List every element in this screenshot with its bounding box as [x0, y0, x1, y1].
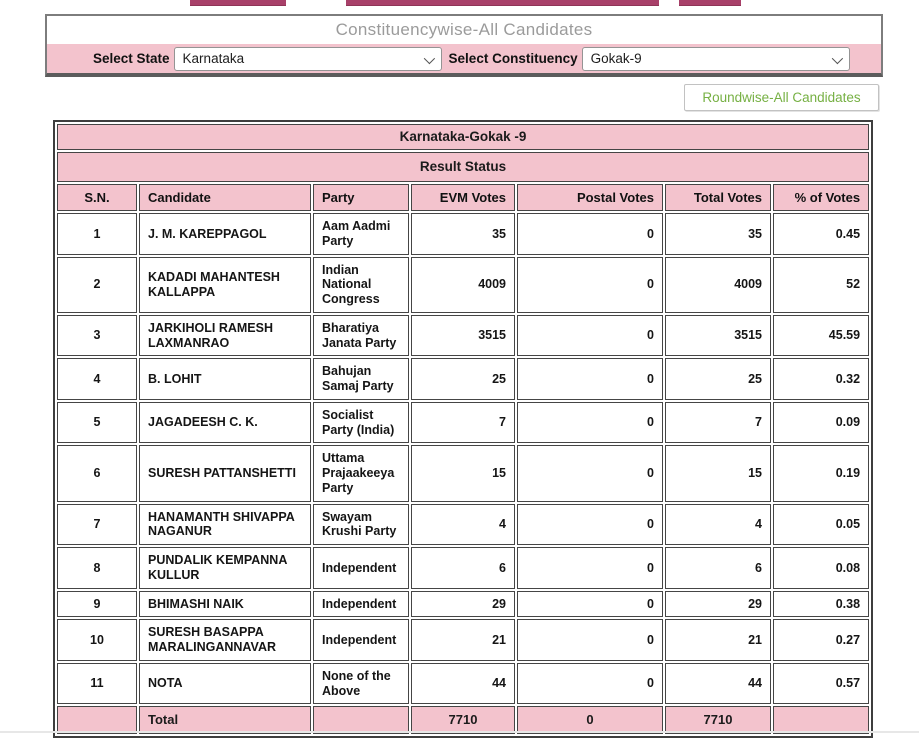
evm-votes-cell: 35: [411, 213, 515, 255]
candidate-cell: HANAMANTH SHIVAPPA NAGANUR: [139, 504, 311, 546]
table-title-row: [57, 124, 869, 150]
evm-votes-cell: 4009: [411, 257, 515, 313]
candidate-cell: J. M. KAREPPAGOL: [139, 213, 311, 255]
pct-votes-cell: 0.57: [773, 663, 869, 705]
result-status-row: [57, 152, 869, 182]
postal-votes-cell: 0: [517, 213, 663, 255]
chevron-down-icon: [831, 52, 842, 63]
total-votes-cell: 35: [665, 213, 771, 255]
evm-votes-cell: 29: [411, 591, 515, 618]
column-header-party: Party: [313, 184, 409, 211]
evm-votes-cell: 44: [411, 663, 515, 705]
total-votes-cell: 6: [665, 547, 771, 589]
party-cell: Uttama Prajaakeeya Party: [313, 445, 409, 501]
total-postal-votes-cell: 0: [517, 706, 663, 733]
candidate-cell: KADADI MAHANTESH KALLAPPA: [139, 257, 311, 313]
state-select[interactable]: [174, 47, 442, 71]
filter-row: [47, 44, 881, 73]
table-row: [57, 213, 869, 255]
column-header-pct-votes: % of Votes: [773, 184, 869, 211]
sn-cell: 1: [57, 213, 137, 255]
evm-votes-cell: 25: [411, 358, 515, 400]
postal-votes-cell: 0: [517, 315, 663, 357]
select-state-label: Select State: [93, 51, 170, 66]
total-votes-cell: 4: [665, 504, 771, 546]
candidate-cell: JARKIHOLI RAMESH LAXMANRAO: [139, 315, 311, 357]
column-header-candidate: Candidate: [139, 184, 311, 211]
total-party-cell: [313, 706, 409, 733]
sn-cell: 10: [57, 619, 137, 661]
party-cell: Socialist Party (India): [313, 402, 409, 444]
candidate-cell: SURESH PATTANSHETTI: [139, 445, 311, 501]
table-row: [57, 547, 869, 589]
sn-cell: 3: [57, 315, 137, 357]
sn-cell: 9: [57, 591, 137, 618]
constituency-select-value: Gokak-9: [590, 51, 642, 66]
postal-votes-cell: 0: [517, 619, 663, 661]
column-header-postal-votes: Postal Votes: [517, 184, 663, 211]
total-votes-cell: 7710: [665, 706, 771, 733]
evm-votes-cell: 3515: [411, 315, 515, 357]
total-votes-cell: 3515: [665, 315, 771, 357]
table-title: Karnataka-Gokak -9: [57, 124, 869, 150]
evm-votes-cell: 6: [411, 547, 515, 589]
pct-votes-cell: 0.38: [773, 591, 869, 618]
candidate-cell: PUNDALIK KEMPANNA KULLUR: [139, 547, 311, 589]
postal-votes-cell: 0: [517, 504, 663, 546]
pct-votes-cell: 52: [773, 257, 869, 313]
bottom-divider-line: [0, 731, 919, 733]
total-votes-cell: 7: [665, 402, 771, 444]
total-votes-cell: 4009: [665, 257, 771, 313]
table-row: [57, 663, 869, 705]
total-votes-cell: 25: [665, 358, 771, 400]
select-constituency-label: Select Constituency: [448, 51, 578, 66]
total-votes-cell: 21: [665, 619, 771, 661]
page-title: Constituencywise-All Candidates: [335, 20, 593, 39]
sn-cell: 6: [57, 445, 137, 501]
pct-votes-cell: 45.59: [773, 315, 869, 357]
party-cell: None of the Above: [313, 663, 409, 705]
pct-votes-cell: 0.09: [773, 402, 869, 444]
party-cell: Bharatiya Janata Party: [313, 315, 409, 357]
postal-votes-cell: 0: [517, 358, 663, 400]
evm-votes-cell: 7: [411, 402, 515, 444]
candidate-cell: JAGADEESH C. K.: [139, 402, 311, 444]
table-row: [57, 591, 869, 618]
party-cell: Bahujan Samaj Party: [313, 358, 409, 400]
column-header-sn: S.N.: [57, 184, 137, 211]
candidate-cell: SURESH BASAPPA MARALINGANNAVAR: [139, 619, 311, 661]
postal-votes-cell: 0: [517, 547, 663, 589]
total-votes-cell: 44: [665, 663, 771, 705]
party-cell: Independent: [313, 591, 409, 618]
results-table: [53, 120, 873, 738]
total-votes-cell: 15: [665, 445, 771, 501]
candidate-cell: BHIMASHI NAIK: [139, 591, 311, 618]
total-evm-votes-cell: 7710: [411, 706, 515, 733]
party-cell: Aam Aadmi Party: [313, 213, 409, 255]
evm-votes-cell: 21: [411, 619, 515, 661]
postal-votes-cell: 0: [517, 591, 663, 618]
pct-votes-cell: 0.32: [773, 358, 869, 400]
evm-votes-cell: 4: [411, 504, 515, 546]
pct-votes-cell: 0.05: [773, 504, 869, 546]
sn-cell: 4: [57, 358, 137, 400]
roundwise-all-candidates-button[interactable]: Roundwise-All Candidates: [684, 84, 879, 111]
candidate-cell: B. LOHIT: [139, 358, 311, 400]
sn-cell: 8: [57, 547, 137, 589]
table-row: [57, 402, 869, 444]
sn-cell: 5: [57, 402, 137, 444]
column-header-evm-votes: EVM Votes: [411, 184, 515, 211]
column-header-row: [57, 184, 869, 211]
state-select-value: Karnataka: [182, 51, 245, 66]
chevron-down-icon: [423, 52, 434, 63]
sn-cell: 2: [57, 257, 137, 313]
party-cell: Indian National Congress: [313, 257, 409, 313]
constituency-select[interactable]: [582, 47, 850, 71]
pct-votes-cell: 0.27: [773, 619, 869, 661]
total-sn-cell: [57, 706, 137, 733]
top-partial-button-1[interactable]: [190, 0, 286, 6]
table-row: [57, 619, 869, 661]
table-row: [57, 257, 869, 313]
constituencywise-panel: [45, 14, 883, 77]
candidate-cell: NOTA: [139, 663, 311, 705]
postal-votes-cell: 0: [517, 257, 663, 313]
postal-votes-cell: 0: [517, 663, 663, 705]
postal-votes-cell: 0: [517, 445, 663, 501]
top-partial-button-3[interactable]: [679, 0, 741, 6]
table-row: [57, 358, 869, 400]
total-pct-cell: [773, 706, 869, 733]
table-row: [57, 315, 869, 357]
party-cell: Independent: [313, 547, 409, 589]
table-row: [57, 445, 869, 501]
top-partial-button-2[interactable]: [346, 0, 659, 6]
evm-votes-cell: 15: [411, 445, 515, 501]
total-row: [57, 706, 869, 733]
pct-votes-cell: 0.19: [773, 445, 869, 501]
party-cell: Swayam Krushi Party: [313, 504, 409, 546]
pct-votes-cell: 0.45: [773, 213, 869, 255]
party-cell: Independent: [313, 619, 409, 661]
pct-votes-cell: 0.08: [773, 547, 869, 589]
sn-cell: 7: [57, 504, 137, 546]
postal-votes-cell: 0: [517, 402, 663, 444]
total-label-cell: Total: [139, 706, 311, 733]
result-status-label: Result Status: [57, 152, 869, 182]
total-votes-cell: 29: [665, 591, 771, 618]
sn-cell: 11: [57, 663, 137, 705]
column-header-total-votes: Total Votes: [665, 184, 771, 211]
table-row: [57, 504, 869, 546]
